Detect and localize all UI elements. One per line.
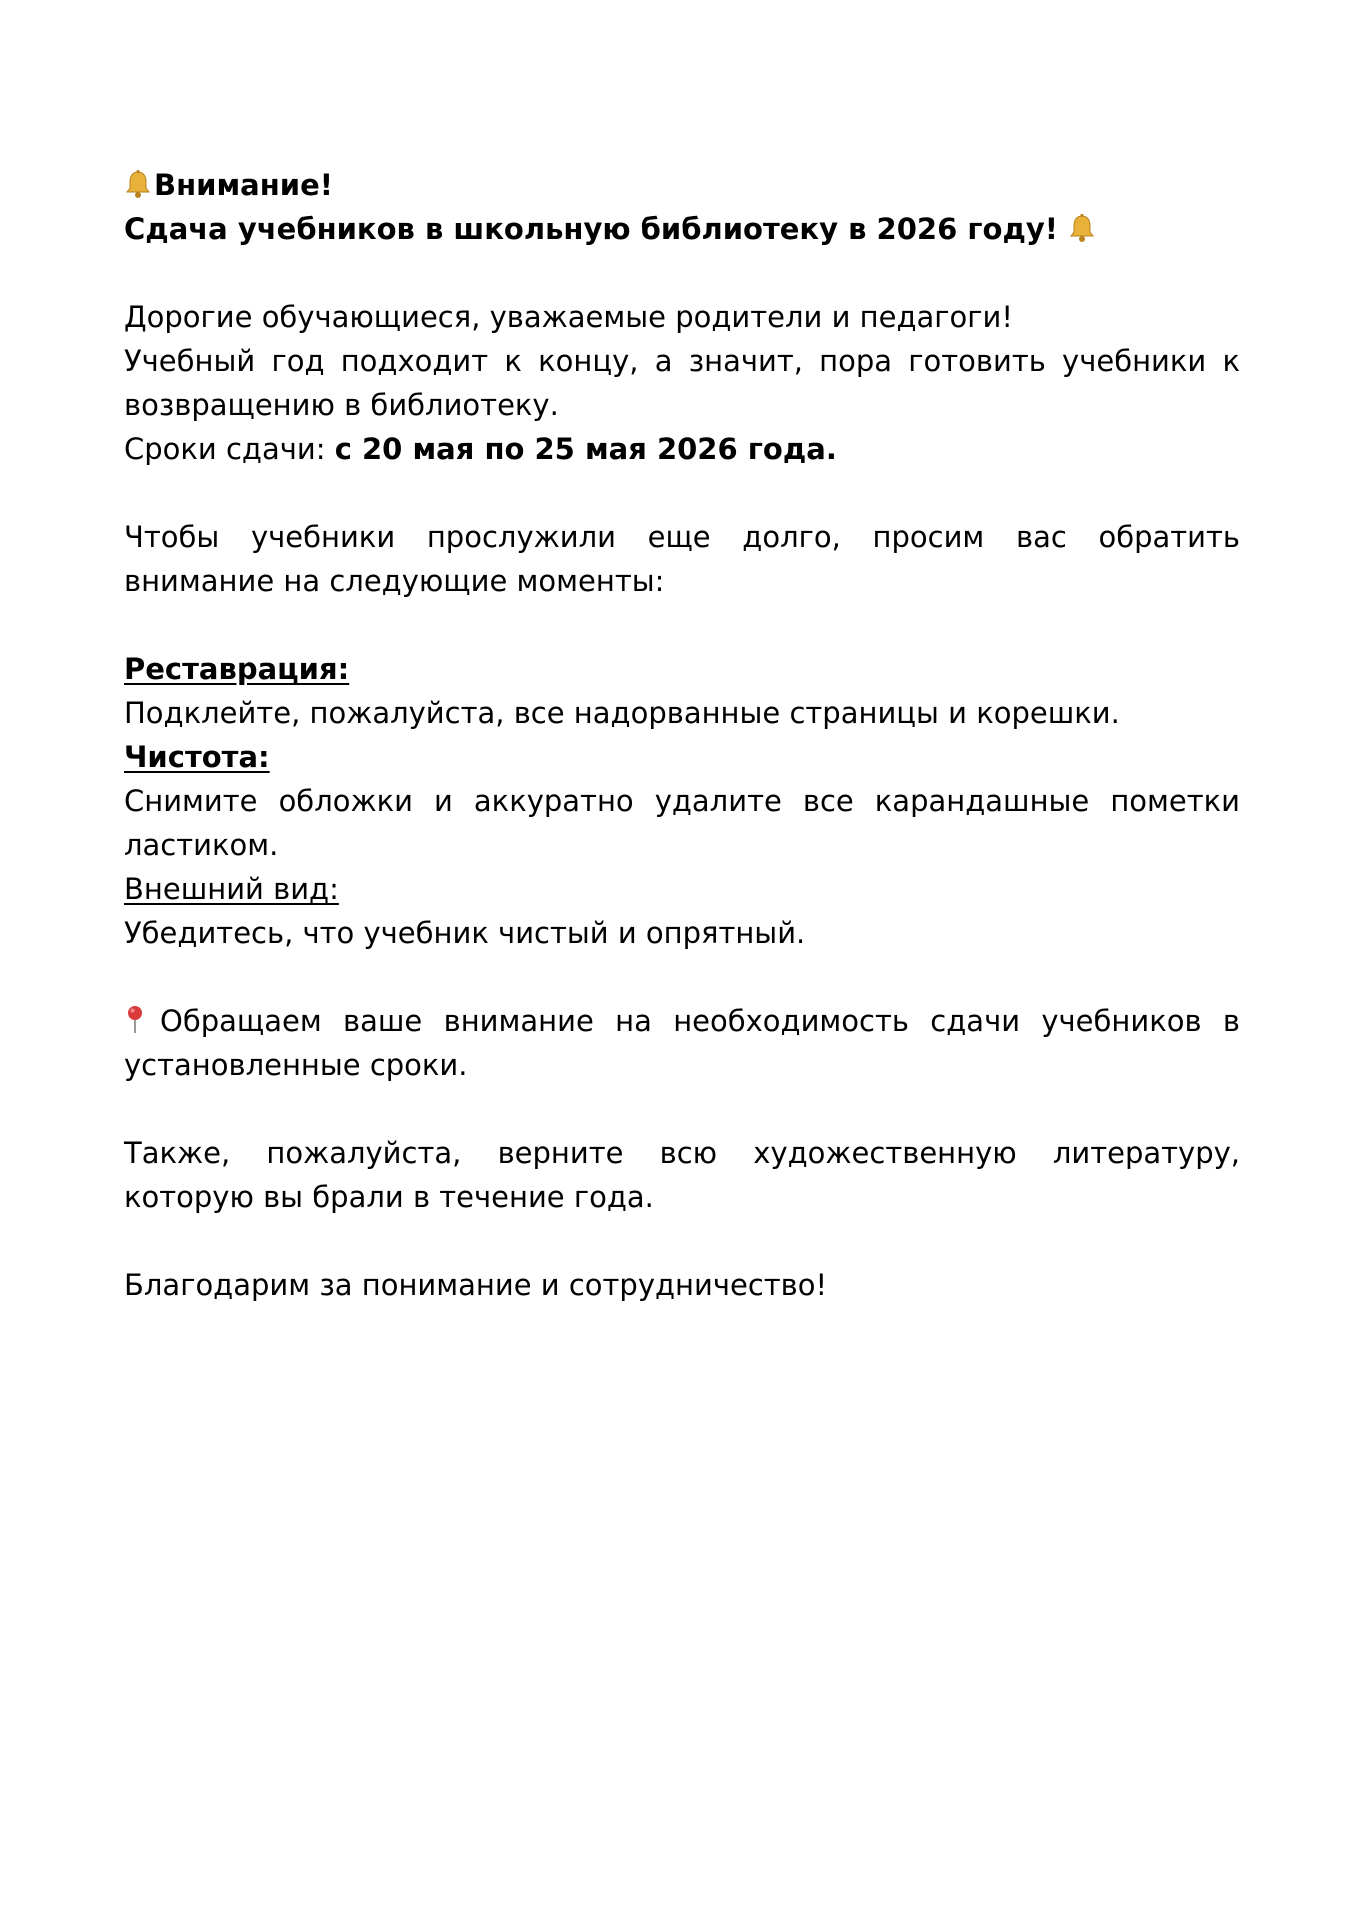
spacer [124,471,1240,515]
bell-icon [124,169,152,199]
greeting: Дорогие обучающиеся, уважаемые родители и педагоги! [124,300,1013,334]
section-text-restoration: Подклейте, пожалуйста, все надорванные страницы и корешки. [124,696,1120,730]
bell-icon [1068,213,1096,243]
fiction-paragraph: Также, пожалуйста, верните всю художественную литературу, которую вы брали в течение года. [124,1136,1240,1214]
document-page [124,163,1240,1307]
request-paragraph: Чтобы учебники прослужили еще долго, просим вас обратить внимание на следующие моменты: [124,520,1240,598]
spacer [124,955,1240,999]
deadline-line [124,427,1240,471]
spacer [124,1087,1240,1131]
attention-text: Внимание! [154,168,333,202]
deadline-value: с 20 мая по 25 мая 2026 года. [334,432,837,466]
spacer [124,251,1240,295]
section-heading-cleanliness: Чистота: [124,740,270,774]
thanks-line: Благодарим за понимание и сотрудничество! [124,1268,828,1302]
page-title [124,207,1240,251]
section-text-appearance: Убедитесь, что учебник чистый и опрятный. [124,916,806,950]
round-pushpin-icon [124,1005,146,1035]
attention-line [124,163,1240,207]
spacer [124,603,1240,647]
section-heading-appearance: Внешний вид: [124,872,339,906]
year-end-paragraph: Учебный год подходит к концу, а значит, пора готовить учебники к возвращению в библиотеку. [124,344,1240,422]
deadline-label: Сроки сдачи: [124,432,326,466]
notice-text: Обращаем ваше внимание на необходимость сдачи учебников в установленные сроки. [124,1004,1240,1082]
title-text: Сдача учебников в школьную библиотеку в 2026 году! [124,212,1058,246]
section-text-cleanliness: Снимите обложки и аккуратно удалите все карандашные пометки ластиком. [124,784,1240,862]
notice-paragraph [124,999,1240,1087]
spacer [124,1219,1240,1263]
section-heading-restoration: Реставрация: [124,652,350,686]
